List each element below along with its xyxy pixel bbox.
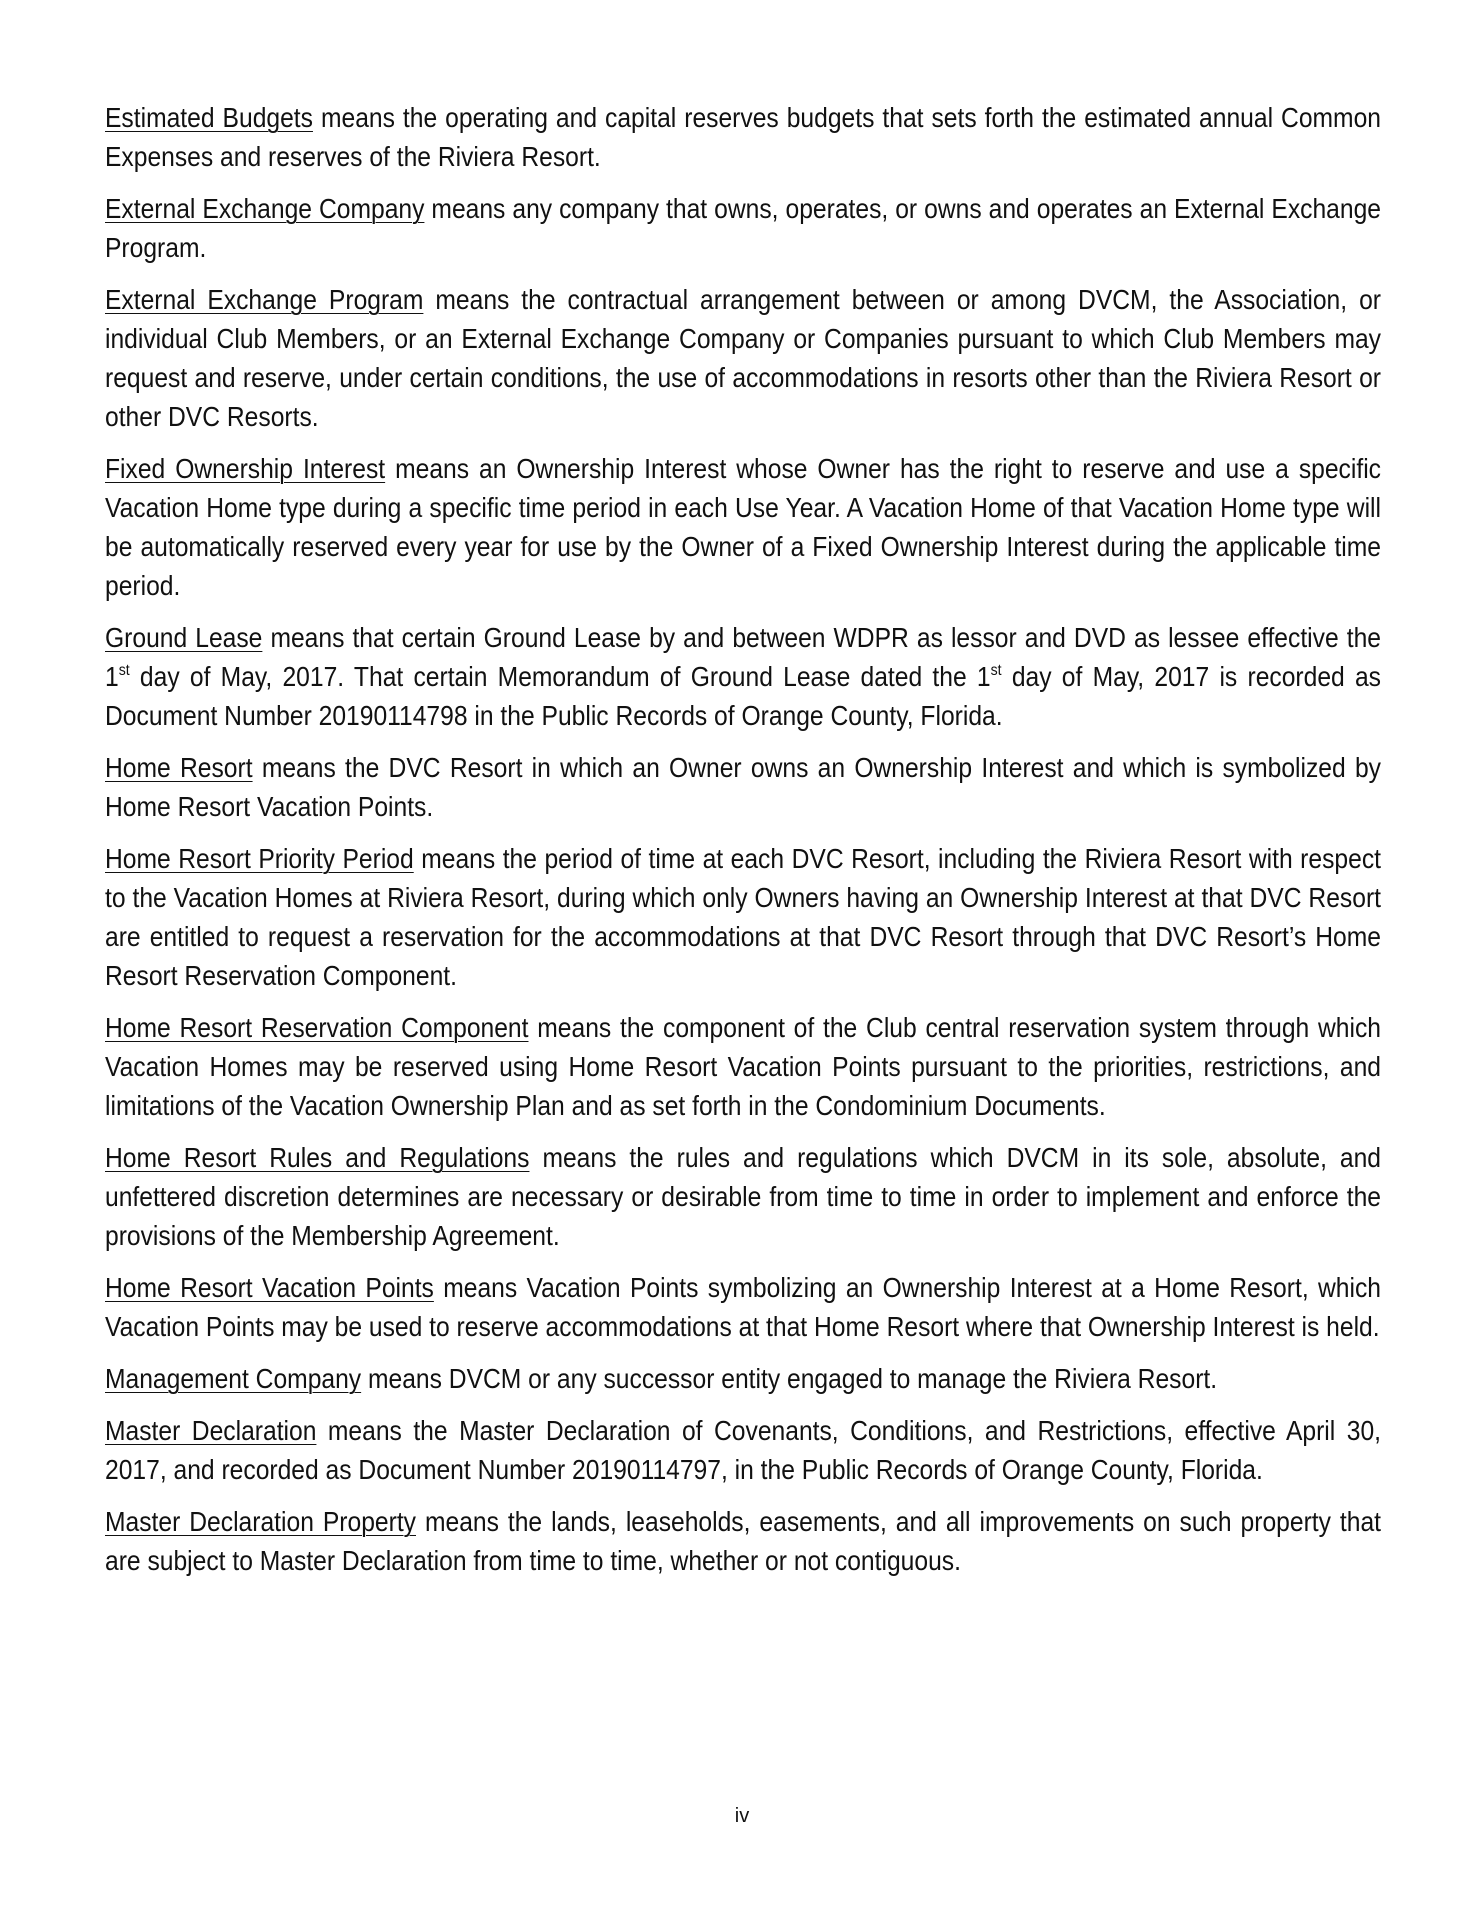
term-home-resort-rules-and-regulations: Home Resort Rules and Regulations xyxy=(105,1142,530,1173)
definition-text: means the period of time at each DVC Resort, including the Riviera Resort with respect to the Vacation Homes at Riviera Resort, during which only Owners having an Ownership Interest at that DVC Resort are entitled to request a reservation for the accommodations at that DVC Resort through that DVC Resort’s Home Resort Reservation Component. xyxy=(105,843,1381,991)
term-external-exchange-program: External Exchange Program xyxy=(105,284,424,315)
term-estimated-budgets: Estimated Budgets xyxy=(105,102,313,133)
term-ground-lease: Ground Lease xyxy=(105,622,263,653)
definition-external-exchange-program xyxy=(105,280,1381,436)
definition-text: means the lands, leaseholds, easements, and all improvements on such property that are subject to Master Declaration from time to time, whether or not contiguous. xyxy=(105,1506,1381,1576)
definition-management-company xyxy=(105,1359,1381,1398)
definition-estimated-budgets xyxy=(105,98,1381,176)
term-management-company: Management Company xyxy=(105,1363,362,1394)
term-home-resort-priority-period: Home Resort Priority Period xyxy=(105,843,414,874)
definition-home-resort-priority-period xyxy=(105,839,1381,995)
definition-fixed-ownership-interest xyxy=(105,449,1381,605)
definition-text: means the rules and regulations which DVCM in its sole, absolute, and unfettered discretion determines are necessary or desirable from time to time in order to implement and enforce the provisions of the Membership Agreement. xyxy=(105,1142,1382,1251)
term-home-resort-reservation-component: Home Resort Reservation Component xyxy=(105,1012,529,1043)
definition-text-part-c: day of May, 2017 is recorded as Document Number 20190114798 in the Public Records of Orange County, Florida. xyxy=(105,661,1381,731)
definition-text: means the DVC Resort in which an Owner owns an Ownership Interest and which is symbolized by Home Resort Vacation Points. xyxy=(105,752,1382,822)
definition-text: means Vacation Points symbolizing an Ownership Interest at a Home Resort, which Vacation Points may be used to reserve accommodations at that Home Resort where that Ownership Interest is held. xyxy=(105,1272,1382,1342)
ordinal-suffix: st xyxy=(990,662,1002,679)
definition-home-resort-vacation-points xyxy=(105,1268,1381,1346)
definition-home-resort-rules-and-regulations xyxy=(105,1138,1381,1255)
definition-ground-lease xyxy=(105,618,1381,735)
term-master-declaration: Master Declaration xyxy=(105,1415,317,1446)
page-number: iv xyxy=(734,1805,750,1827)
definition-home-resort xyxy=(105,748,1381,826)
definition-text: means the operating and capital reserves budgets that sets forth the estimated annual Common Expenses and reserves of the Riviera Resort. xyxy=(105,102,1381,172)
term-home-resort-vacation-points: Home Resort Vacation Points xyxy=(105,1272,434,1303)
definition-text: means the Master Declaration of Covenants, Conditions, and Restrictions, effective April 30, 2017, and recorded as Document Number 20190114797, in the Public Records of Orange County, Florida. xyxy=(105,1415,1382,1485)
definition-text: means the contractual arrangement between or among DVCM, the Association, or individual Club Members, or an External Exchange Company or Companies pursuant to which Club Members may request and reserve, under certain conditions, the use of accommodations in resorts other than the Riviera Resort or other DVC Resorts. xyxy=(105,284,1381,432)
definition-text: means any company that owns, operates, or owns and operates an External Exchange Program. xyxy=(105,193,1381,263)
definition-master-declaration xyxy=(105,1411,1381,1489)
term-external-exchange-company: External Exchange Company xyxy=(105,193,425,224)
definition-text: means the component of the Club central reservation system through which Vacation Homes may be reserved using Home Resort Vacation Points pursuant to the priorities, restrictions, and limitations of the Vacation Ownership Plan and as set forth in the Condominium Documents. xyxy=(105,1012,1381,1121)
definition-master-declaration-property xyxy=(105,1502,1381,1580)
definition-text: means DVCM or any successor entity engaged to manage the Riviera Resort. xyxy=(361,1363,1218,1394)
ordinal-suffix: st xyxy=(118,662,130,679)
definition-home-resort-reservation-component xyxy=(105,1008,1381,1125)
definition-text-part-b: day of May, 2017. That certain Memorandum of Ground Lease dated the 1 xyxy=(129,661,991,692)
definition-text: means an Ownership Interest whose Owner has the right to reserve and use a specific Vacation Home type during a specific time period in each Use Year. A Vacation Home of that Vacation Home type will be automatically reserved every year for use by the Owner of a Fixed Ownership Interest during the applicable time period. xyxy=(105,453,1381,601)
definition-external-exchange-company xyxy=(105,189,1381,267)
document-page xyxy=(105,98,1381,1593)
term-master-declaration-property: Master Declaration Property xyxy=(105,1506,416,1537)
definition-text-part-a: means that certain Ground Lease by and between WDPR as lessor and DVD as lessee effective the 1 xyxy=(105,622,1381,692)
term-home-resort: Home Resort xyxy=(105,752,253,783)
term-fixed-ownership-interest: Fixed Ownership Interest xyxy=(105,453,386,484)
